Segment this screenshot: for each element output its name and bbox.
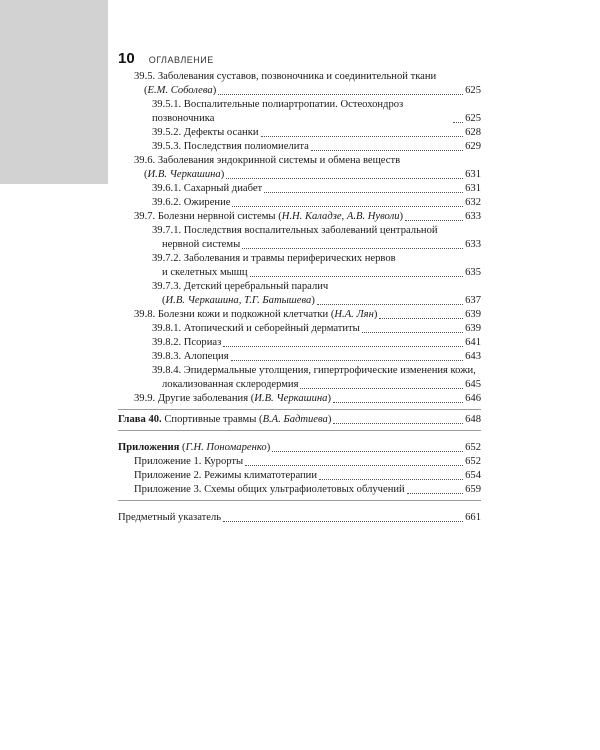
toc-entry-page: 628 [465,127,481,138]
dot-leader [407,493,463,494]
toc-entry-title: 39.8.3. Алопеция [152,351,229,362]
toc-entry[interactable] [118,336,481,350]
toc-entry-title: 39.6.2. Ожирение [152,197,231,208]
side-tab [0,0,108,184]
toc-entry-page: 645 [465,379,481,390]
toc-entry-author: Н.Н. Каладзе, А.В. Нуволи [281,211,400,222]
toc-entry-title: Предметный указатель [118,512,222,523]
toc-entry-page: 631 [465,183,481,194]
dot-leader [250,276,464,277]
toc-entry[interactable] [118,469,481,483]
toc-entry[interactable] [118,350,481,364]
dot-leader [231,360,464,361]
running-title: ОГЛАВЛЕНИЕ [148,55,214,65]
toc-entry-author: Н.А. Лян [334,309,374,320]
dot-leader [362,332,463,333]
toc-entry[interactable] [118,98,481,126]
toc-entry[interactable]: 39.6. Заболевания эндокринной системы и обмена веществ (И.В. Черкашина) 631 [134,155,481,180]
table-of-contents [118,70,481,525]
toc-entry-title: 39.7.2. Заболевания и травмы периферических нервов [152,253,396,264]
page-number: 10 [118,50,135,67]
toc-entry-title: 39.5.3. Последствия полиомиелита [152,141,309,152]
toc-entry-page: 629 [465,141,481,152]
toc-entry[interactable] [118,224,481,252]
dot-leader [218,94,463,95]
toc-entry-author: И.В. Черкашина [254,393,328,404]
toc-entry-title: Приложение 3. Схемы общих ультрафиолетовых облучений [134,484,405,495]
toc-entry-title-cont: локализованная склеродермия [162,379,299,390]
dot-leader [223,521,463,522]
toc-entry-title-cont: и скелетных мышц [162,267,248,278]
dot-leader [317,304,463,305]
toc-entry-author: И.В. Черкашина, Т.Г. Батышева [165,295,312,306]
toc-entry-page: 648 [465,414,481,425]
toc-entry-title: 39.8.1. Атопический и себорейный дерматиты [152,323,360,334]
toc-entry[interactable] [118,483,481,497]
dot-leader [232,206,463,207]
dot-leader [264,192,463,193]
dot-leader [226,178,463,179]
toc-entry-page: 646 [465,393,481,404]
toc-entry[interactable]: 39.9. Другие заболевания (И.В. Черкашина) 646 [134,393,481,404]
toc-entry-page: 632 [465,197,481,208]
dot-leader [245,465,463,466]
toc-entry-page: 659 [465,484,481,495]
toc-entry-page: 641 [465,337,481,348]
toc-entry-page: 654 [465,470,481,481]
toc-entry-title: 39.6.1. Сахарный диабет [152,183,263,194]
toc-entry-title: 39.5.2. Дефекты осанки [152,127,259,138]
section-divider [118,409,481,410]
toc-entry-page: 625 [465,113,481,124]
toc-entry-page: 631 [465,169,481,180]
dot-leader [311,150,463,151]
dot-leader [272,451,463,452]
dot-leader [379,318,463,319]
toc-entry[interactable] [118,455,481,469]
toc-entry[interactable] [118,140,481,154]
toc-entry[interactable]: 39.8. Болезни кожи и подкожной клетчатки (Н.А. Лян) 639 [134,309,481,320]
toc-entry-title-cont: нервной системы [162,239,241,250]
toc-entry-title: 39.5. Заболевания суставов, позвоночника и соединительной ткани [134,71,437,82]
page-header [118,50,214,70]
toc-entry-page: 652 [465,442,481,453]
toc-entry-title: Приложение 1. Курорты [134,456,244,467]
chapter-label: Глава 40. [118,414,162,425]
toc-entry-title: 39.8.2. Псориаз [152,337,222,348]
dot-leader [300,388,463,389]
toc-entry-page: 635 [465,267,481,278]
toc-entry-author: В.А. Бадтиева [262,414,328,425]
dot-leader [333,402,463,403]
toc-entry[interactable] [118,364,481,392]
toc-entry-chapter[interactable]: Приложения (Г.Н. Пономаренко) 652 [118,442,481,453]
toc-entry-page: 637 [465,295,481,306]
chapter-label: Приложения [118,442,180,453]
toc-entry-page: 652 [465,456,481,467]
toc-entry-title: Приложение 2. Режимы климатотерапии [134,470,318,481]
toc-entry[interactable]: 39.7. Болезни нервной системы (Н.Н. Каладзе, А.В. Нуволи) 633 [134,211,481,222]
toc-entry-page: 639 [465,323,481,334]
toc-entry-author: Г.Н. Пономаренко [185,442,267,453]
dot-leader [405,220,463,221]
toc-entry[interactable]: 39.7.3. Детский церебральный паралич (И.В. Черкашина, Т.Г. Батышева) 637 [152,281,481,306]
toc-entry-page: 633 [465,211,481,222]
dot-leader [319,479,463,480]
dot-leader [223,346,463,347]
toc-entry[interactable] [118,196,481,210]
dot-leader [333,423,463,424]
toc-entry-author: И.В. Черкашина [147,169,221,180]
toc-entry-chapter[interactable]: Глава 40. Спортивные травмы (В.А. Бадтиева) 648 [118,414,481,425]
toc-entry[interactable] [118,126,481,140]
toc-entry-title: 39.8.4. Эпидермальные утолщения, гипертрофические изменения кожи, [152,365,476,376]
toc-entry-title: 39.7.1. Последствия воспалительных заболеваний центральной [152,225,438,236]
toc-entry[interactable] [118,252,481,280]
dot-leader [453,122,463,123]
toc-entry[interactable]: 39.5. Заболевания суставов, позвоночника и соединительной ткани (Е.М. Соболева) 625 [134,71,481,96]
dot-leader [261,136,464,137]
toc-entry-author: Е.М. Соболева [147,85,213,96]
toc-entry-page: 625 [465,85,481,96]
toc-entry-page: 639 [465,309,481,320]
section-divider [118,500,481,501]
toc-entry-title: 39.6. Заболевания эндокринной системы и обмена веществ [134,155,401,166]
toc-entry-page: 643 [465,351,481,362]
toc-entry-title: 39.5.1. Воспалительные полиартропатии. Остеохондроз позвоночника [152,99,404,124]
toc-entry-title: 39.7.3. Детский церебральный паралич [152,281,329,292]
toc-entry[interactable] [118,322,481,336]
dot-leader [242,248,463,249]
section-divider [118,430,481,431]
toc-entry-page: 633 [465,239,481,250]
toc-entry-index[interactable] [118,511,481,525]
toc-entry[interactable] [118,182,481,196]
toc-entry-page: 661 [465,512,481,523]
